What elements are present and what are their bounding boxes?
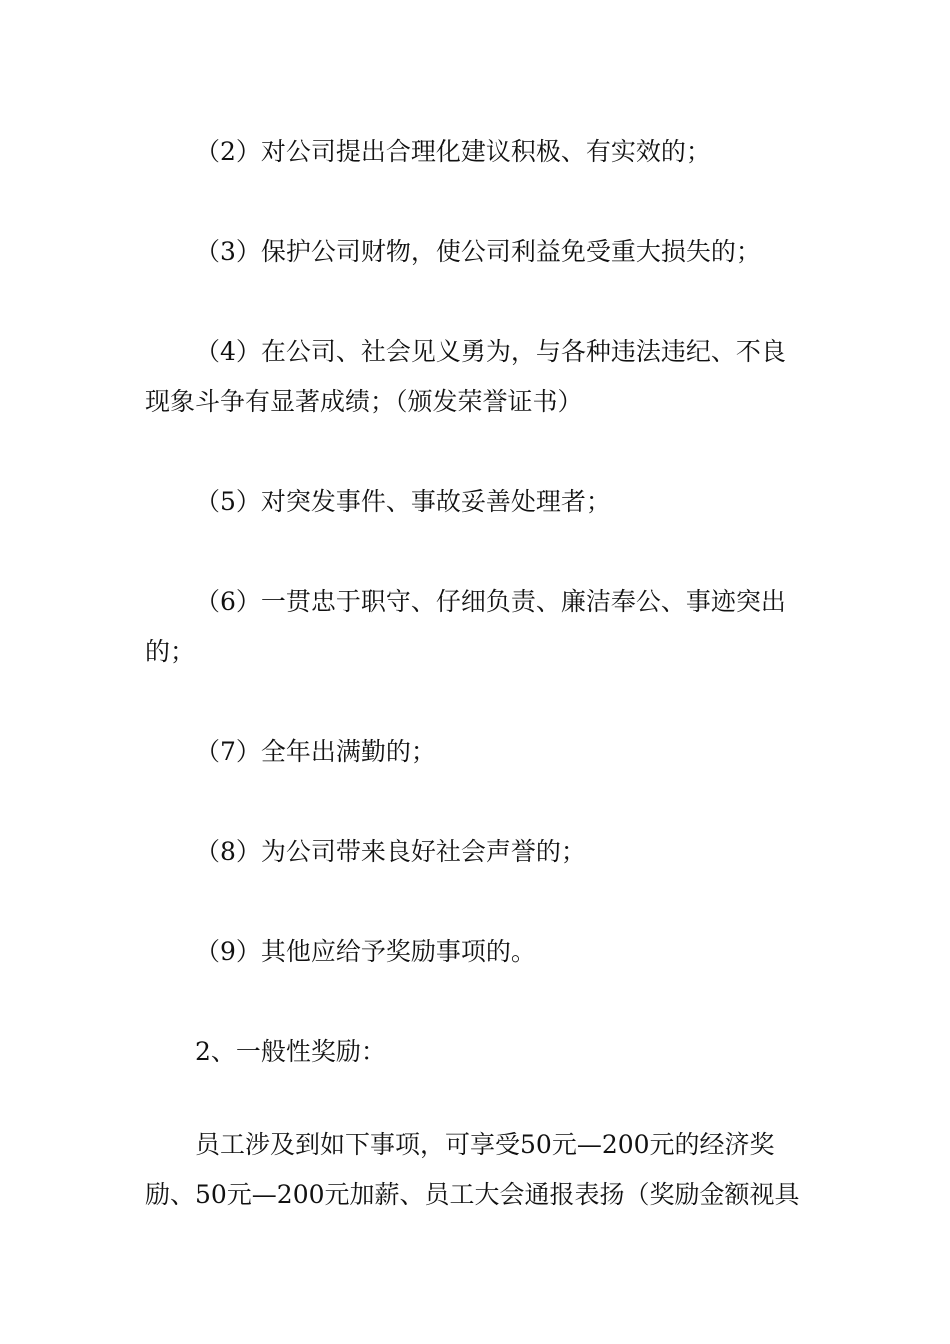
paragraph-item-8: （8）为公司带来良好社会声誉的； <box>195 837 586 866</box>
paragraph-item-2: （2）对公司提出合理化建议积极、有实效的； <box>195 137 711 166</box>
paragraph-general-reward-body: 员工涉及到如下事项，可享受50元—200元的经济奖励、50元—200元加薪、员工大会通报表扬（奖励金额视具 <box>145 1130 800 1209</box>
paragraph-item-5: （5）对突发事件、事故妥善处理者； <box>195 487 611 516</box>
section-heading-general-reward: 2、一般性奖励： <box>195 1037 386 1066</box>
paragraph-item-7: （7）全年出满勤的； <box>195 737 436 766</box>
paragraph-item-6: （6）一贯忠于职守、仔细负责、廉洁奉公、事迹突出的； <box>145 587 786 666</box>
paragraph-item-3: （3）保护公司财物，使公司利益免受重大损失的； <box>195 237 761 266</box>
paragraph-item-9: （9）其他应给予奖励事项的。 <box>195 937 536 966</box>
paragraph-item-4: （4）在公司、社会见义勇为，与各种违法违纪、不良现象斗争有显著成绩；（颁发荣誉证书） <box>145 337 786 416</box>
